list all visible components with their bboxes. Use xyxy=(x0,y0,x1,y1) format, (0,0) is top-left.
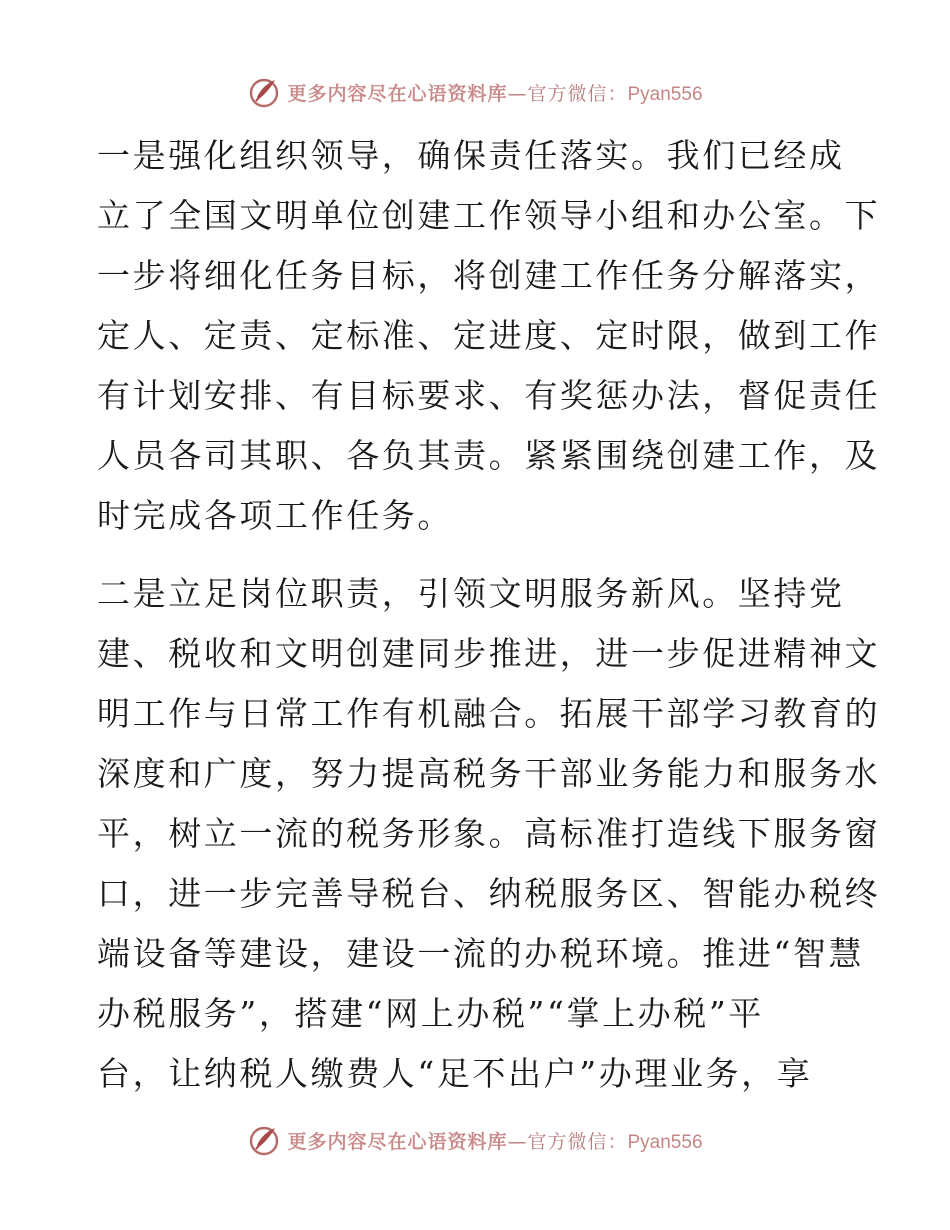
text-line: 端设备等建设，建设一流的办税环境。推进“智慧 xyxy=(97,934,865,973)
watermark-brand: 更多内容尽在心语资料库 xyxy=(287,82,508,105)
text-line: 口，进一步完善导税台、纳税服务区、智能办税终 xyxy=(97,874,881,913)
text-line: 一步将细化任务目标，将创建工作任务分解落实， xyxy=(97,256,881,295)
quill-seal-icon xyxy=(247,75,281,109)
text-line: 时完成各项工作任务。 xyxy=(97,496,453,535)
paragraph-2 xyxy=(97,564,881,1104)
watermark-account-id: Pyan556 xyxy=(627,83,703,105)
watermark-account-id: Pyan556 xyxy=(627,1131,703,1153)
watermark-separator: — xyxy=(507,1130,528,1153)
text-line: 明工作与日常工作有机融合。拓展干部学习教育的 xyxy=(97,694,881,733)
document-body xyxy=(97,126,881,1104)
quill-seal-icon xyxy=(247,1123,281,1157)
header-watermark xyxy=(0,72,950,112)
watermark-brand: 更多内容尽在心语资料库 xyxy=(287,1130,508,1153)
text-line: 平，树立一流的税务形象。高标准打造线下服务窗 xyxy=(97,814,881,853)
text-line: 办税服务”，搭建“网上办税”“掌上办税”平 xyxy=(97,994,764,1033)
text-line: 有计划安排、有目标要求、有奖惩办法，督促责任 xyxy=(97,376,881,415)
watermark-separator: — xyxy=(507,82,528,105)
watermark-text xyxy=(287,79,702,106)
text-line: 人员各司其职、各负其责。紧紧围绕创建工作，及 xyxy=(97,436,881,475)
watermark-account-label: 官方微信： xyxy=(527,1130,628,1153)
footer-watermark xyxy=(0,1120,950,1160)
watermark-text xyxy=(287,1127,702,1154)
text-line: 台，让纳税人缴费人“足不出户”办理业务，享 xyxy=(97,1054,813,1093)
text-line: 立了全国文明单位创建工作领导小组和办公室。下 xyxy=(97,196,881,235)
text-line: 一是强化组织领导，确保责任落实。我们已经成 xyxy=(97,136,845,175)
text-line: 二是立足岗位职责，引领文明服务新风。坚持党 xyxy=(97,574,845,613)
text-line: 建、税收和文明创建同步推进，进一步促进精神文 xyxy=(97,634,881,673)
watermark-account-label: 官方微信： xyxy=(527,82,628,105)
text-line: 深度和广度，努力提高税务干部业务能力和服务水 xyxy=(97,754,881,793)
text-line: 定人、定责、定标准、定进度、定时限，做到工作 xyxy=(97,316,881,355)
paragraph-1 xyxy=(97,126,881,546)
